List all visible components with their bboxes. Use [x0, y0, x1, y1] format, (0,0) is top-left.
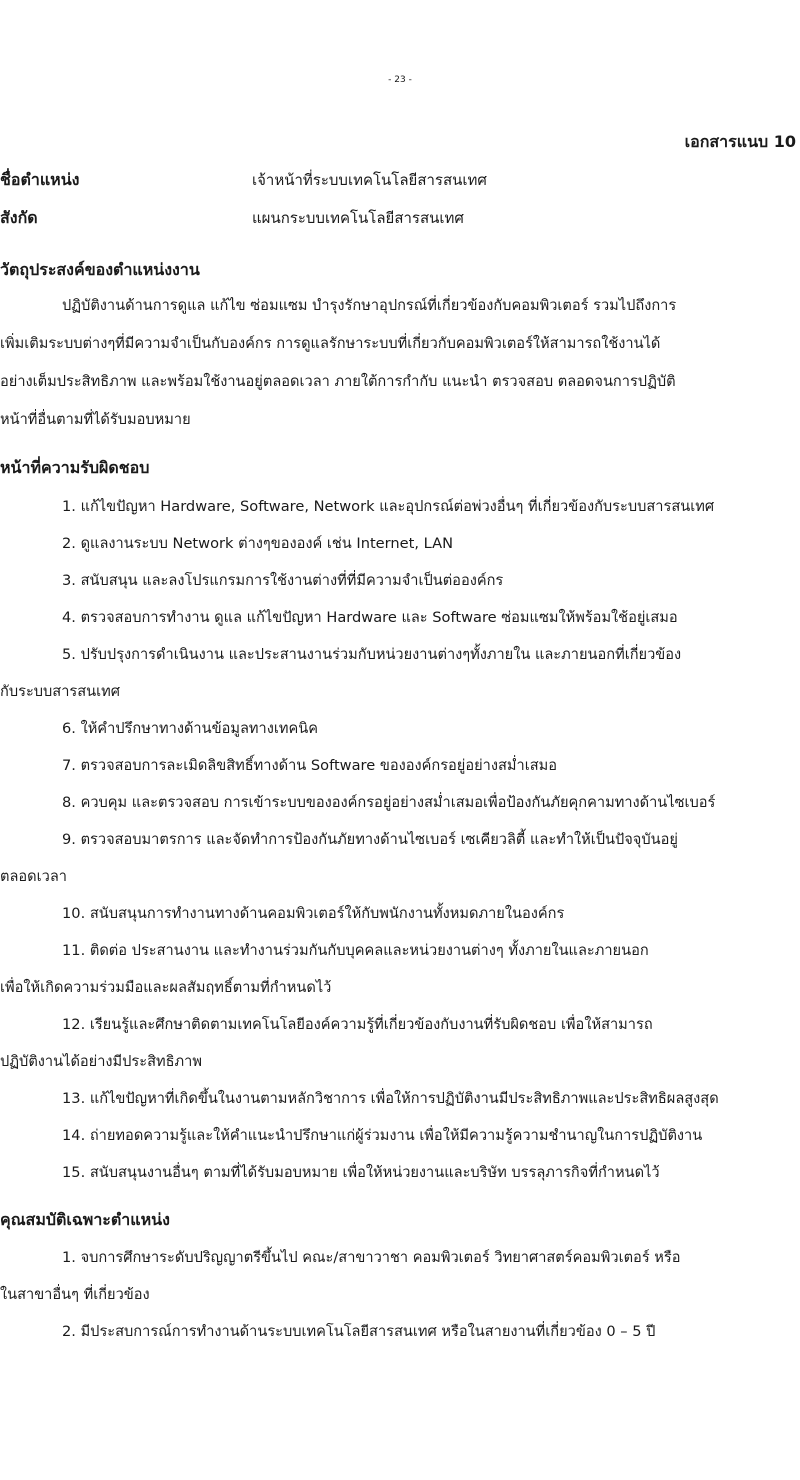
attachment-label: เอกสารแนบ 10: [684, 132, 796, 151]
responsibility-item: 8. ควบคุม และตรวจสอบ การเข้าระบบขององค์กรอยู่อย่างสม่ำเสมอเพื่อป้องกันภัยคุกคามทางด้านไซเบอร์: [62, 794, 716, 811]
responsibility-item: 6. ให้คำปรึกษาทางด้านข้อมูลทางเทคนิค: [62, 720, 318, 737]
responsibility-item: 11. ติดต่อ ประสานงาน และทำงานร่วมกันกับบุคคลและหน่วยงานต่างๆ ทั้งภายในและภายนอก: [62, 942, 649, 959]
responsibility-item: 13. แก้ไขปัญหาที่เกิดขึ้นในงานตามหลักวิชาการ เพื่อให้การปฏิบัติงานมีประสิทธิภาพและประสิทธิผลสูงสุด: [62, 1090, 719, 1107]
responsibility-item: 5. ปรับปรุงการดำเนินงาน และประสานงานร่วมกับหน่วยงานต่างๆทั้งภายใน และภายนอกที่เกี่ยวข้อง: [62, 646, 682, 663]
responsibility-item-continued: กับระบบสารสนเทศ: [0, 683, 120, 700]
responsibility-item: 12. เรียนรู้และศึกษาติดตามเทคโนโลยีองค์ความรู้ที่เกี่ยวข้องกับงานที่รับผิดชอบ เพื่อให้สามารถ: [62, 1016, 653, 1033]
responsibility-item: 7. ตรวจสอบการละเมิดลิขสิทธิ์ทางด้าน Software ขององค์กรอยู่อย่างสม่ำเสมอ: [62, 757, 557, 774]
objective-line: หน้าที่อื่นตามที่ได้รับมอบหมาย: [0, 411, 191, 428]
department-value: แผนกระบบเทคโนโลยีสารสนเทศ: [252, 209, 464, 227]
qualification-item-continued: ในสาขาอื่นๆ ที่เกี่ยวข้อง: [0, 1286, 150, 1303]
responsibilities-heading: หน้าที่ความรับผิดชอบ: [0, 458, 150, 477]
responsibility-item: 14. ถ่ายทอดความรู้และให้คำแนะนำปรึกษาแก่ผู้ร่วมงาน เพื่อให้มีความรู้ความชำนาญในการปฏิบัติงาน: [62, 1127, 703, 1144]
responsibility-item: 3. สนับสนุน และลงโปรแกรมการใช้งานต่างที่ที่มีความจำเป็นต่อองค์กร: [62, 572, 504, 589]
responsibility-item-continued: เพื่อให้เกิดความร่วมมือและผลสัมฤทธิ์ตามที่กำหนดไว้: [0, 979, 332, 996]
responsibility-item: 15. สนับสนุนงานอื่นๆ ตามที่ได้รับมอบหมาย เพื่อให้หน่วยงานและบริษัท บรรลุภารกิจที่กำหนดไว้: [62, 1164, 660, 1181]
page-number: - 23 -: [388, 75, 412, 85]
objective-line: ปฏิบัติงานด้านการดูแล แก้ไข ซ่อมแซม บำรุงรักษาอุปกรณ์ที่เกี่ยวข้องกับคอมพิวเตอร์ รวมไปถึงการ: [62, 297, 677, 314]
objective-line: อย่างเต็มประสิทธิภาพ และพร้อมใช้งานอยู่ตลอดเวลา ภายใต้การกำกับ แนะนำ ตรวจสอบ ตลอดจนการปฏิบัติ: [0, 373, 676, 390]
responsibility-item-continued: ตลอดเวลา: [0, 868, 67, 885]
qualification-item: 2. มีประสบการณ์การทำงานด้านระบบเทคโนโลยีสารสนเทศ หรือในสายงานที่เกี่ยวข้อง 0 – 5 ปี: [62, 1323, 656, 1340]
department-label: สังกัด: [0, 208, 38, 227]
responsibility-item: 1. แก้ไขปัญหา Hardware, Software, Network และอุปกรณ์ต่อพ่วงอื่นๆ ที่เกี่ยวข้องกับระบบสารสนเทศ: [62, 498, 715, 515]
responsibility-item: 10. สนับสนุนการทำงานทางด้านคอมพิวเตอร์ให้กับพนักงานทั้งหมดภายในองค์กร: [62, 905, 565, 922]
qualification-item: 1. จบการศึกษาระดับปริญญาตรีขึ้นไป คณะ/สาขาวาชา คอมพิวเตอร์ วิทยาศาสตร์คอมพิวเตอร์ หรือ: [62, 1249, 681, 1266]
responsibility-item: 4. ตรวจสอบการทำงาน ดูแล แก้ไขปัญหา Hardware และ Software ซ่อมแซมให้พร้อมใช้อยู่เสมอ: [62, 609, 678, 626]
objective-heading: วัตถุประสงค์ของตำแหน่งงาน: [0, 260, 200, 279]
responsibility-item-continued: ปฏิบัติงานได้อย่างมีประสิทธิภาพ: [0, 1053, 202, 1070]
position-title-label: ชื่อตำแหน่ง: [0, 170, 80, 189]
objective-line: เพิ่มเติมระบบต่างๆที่มีความจำเป็นกับองค์กร การดูแลรักษาระบบที่เกี่ยวกับคอมพิวเตอร์ให้สามารถใช้งานได้: [0, 335, 661, 352]
responsibility-item: 9. ตรวจสอบมาตรการ และจัดทำการป้องกันภัยทางด้านไซเบอร์ เซเคียวลิตี้ และทำให้เป็นปัจจุบันอยู่: [62, 831, 678, 848]
responsibility-item: 2. ดูแลงานระบบ Network ต่างๆขององค์ เช่น Internet, LAN: [62, 535, 453, 552]
position-title-value: เจ้าหน้าที่ระบบเทคโนโลยีสารสนเทศ: [252, 171, 487, 189]
qualifications-heading: คุณสมบัติเฉพาะตำแหน่ง: [0, 1210, 170, 1229]
